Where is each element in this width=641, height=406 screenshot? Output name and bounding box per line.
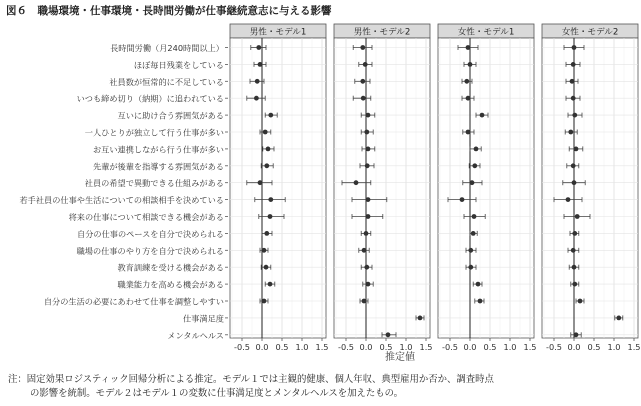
estimate-point [366,147,371,152]
category-label: 職場の仕事のやり方を自分で決められる [76,245,224,256]
category-label: 社員の希望で異動できる仕組みがある [84,178,224,189]
estimate-point [264,265,269,270]
x-tick-label: -0.5 [442,342,458,352]
estimate-point [471,231,476,236]
category-label: いつも締め切り（納期）に追われている [76,93,224,104]
panels [230,24,641,352]
estimate-point [572,231,577,236]
estimate-point [574,147,579,152]
category-label: ほぼ毎日残業をしている [133,59,224,70]
category-label: 先輩が後輩を指導する雰囲気がある [92,161,224,172]
x-tick-label: 1.0 [399,342,413,352]
estimate-point [468,248,473,253]
x-tick-label: 1.0 [295,342,309,352]
estimate-point [476,282,481,287]
estimate-point [568,130,573,135]
estimate-point [262,299,267,304]
estimate-point [570,79,575,84]
estimate-point [365,163,370,168]
x-tick-label: 1.5 [315,342,329,352]
estimate-point [466,45,471,50]
estimate-point [361,96,366,101]
note-line-2: の影響を統制。モデル２はモデル１の変数に仕事満足度とメンタルヘルスを加えたもの。 [30,388,404,399]
x-tick-label: -0.5 [338,342,354,352]
x-tick-label: -0.5 [546,342,562,352]
estimate-point [262,248,267,253]
estimate-point [571,96,576,101]
x-tick-label: 1.5 [627,342,641,352]
estimate-point [578,299,583,304]
panel-plot-area [334,38,430,338]
category-label: メンタルヘルス [167,330,224,341]
estimate-point [366,197,371,202]
estimate-point [256,45,261,50]
estimate-point [466,96,471,101]
x-tick-label: 0.5 [379,342,393,352]
panel-plot-area [542,38,638,338]
estimate-point [360,79,365,84]
category-label: 長時間労働（月240時間以上） [110,43,224,53]
estimate-point [572,180,577,185]
category-label: 教育訓練を受ける機会がある [117,262,224,273]
category-label: 自分の仕事のペースを自分で決められる [77,228,224,239]
estimate-point [268,214,273,219]
category-label: 一人ひとりが独立して行う仕事が多い [84,127,224,138]
estimate-point [571,248,576,253]
x-tick-label: 0.5 [483,342,497,352]
category-label: 社員数が恒常的に不足している [109,76,224,87]
estimate-point [362,299,367,304]
estimate-point [366,214,371,219]
category-label: 自分の生活の必要にあわせて仕事を調整しやすい [43,296,224,307]
figure-note [8,373,636,401]
category-label: 職業能力を高める機会がある [117,279,224,290]
panel-plot-area [230,38,326,338]
estimate-point [470,180,475,185]
x-tick-label: 0.0 [463,342,477,352]
estimate-point [366,113,371,118]
estimate-point [264,231,269,236]
category-label: 互いに助け合う雰囲気がある [117,110,224,121]
x-tick-label: 0.0 [567,342,581,352]
estimate-point [572,45,577,50]
x-tick-label: 0.0 [255,342,269,352]
estimate-point [363,62,368,67]
x-tick-label: 0.5 [587,342,601,352]
x-axis-label: 推定値 [385,352,415,363]
category-label: 仕事満足度 [183,313,224,324]
panel-title: 女性・モデル2 [561,27,619,38]
estimate-point [364,231,369,236]
x-tick-label: 1.0 [607,342,621,352]
estimate-point [466,130,471,135]
category-label: 若手社員の仕事や生活についての相談相手を決めている [19,195,224,206]
estimate-point [574,332,579,337]
estimate-point [472,163,477,168]
note-line-1: 注：固定効果ロジスティック回帰分析による推定。モデル１では主観的健康、個人年収、典型雇用か否か、調査時点 [8,374,494,385]
panel-title: 女性・モデル1 [457,27,515,38]
estimate-point [268,113,273,118]
panel-3 [438,24,537,352]
estimate-point [572,113,577,118]
estimate-point [268,282,273,287]
x-tick-label: 1.5 [523,342,537,352]
estimate-point [263,130,268,135]
estimate-point [266,147,271,152]
category-label: 将来の仕事について相談できる機会がある [68,212,224,222]
estimate-point [464,79,469,84]
panel-plot-area [438,38,534,338]
estimate-point [418,316,423,321]
estimate-point [572,265,577,270]
category-label: お互い連携しながら行う仕事が多い [92,144,224,155]
estimate-point [468,265,473,270]
panel-title: 男性・モデル2 [353,27,411,38]
estimate-point [366,282,371,287]
panel-title: 男性・モデル1 [249,27,307,38]
x-tick-label: 1.5 [419,342,433,352]
estimate-point [364,130,369,135]
estimate-point [474,147,479,152]
x-tick-label: 0.0 [359,342,373,352]
x-tick-label: 0.5 [275,342,289,352]
panel-2 [334,24,433,352]
estimate-point [264,163,269,168]
estimate-point [386,332,391,337]
estimate-point [566,197,571,202]
estimate-point [360,45,365,50]
figure-title: 図６ 職場環境・仕事環境・長時間労働が仕事継続意志に与える影響 [6,5,332,17]
estimate-point [364,265,369,270]
estimate-point [571,163,576,168]
estimate-point [268,197,273,202]
x-tick-label: 1.0 [503,342,517,352]
estimate-point [616,316,621,321]
estimate-point [460,197,465,202]
estimate-point [354,180,359,185]
estimate-point [468,62,473,67]
category-labels [19,43,228,340]
estimate-point [478,299,483,304]
estimate-point [480,113,485,118]
estimate-point [472,214,477,219]
panel-4 [542,24,641,352]
estimate-point [258,62,263,67]
estimate-point [254,96,259,101]
estimate-point [258,180,263,185]
x-tick-label: -0.5 [234,342,250,352]
estimate-point [362,248,367,253]
estimate-point [571,62,576,67]
estimate-point [572,282,577,287]
estimate-point [255,79,260,84]
estimate-point [575,214,580,219]
panel-1 [230,24,329,352]
